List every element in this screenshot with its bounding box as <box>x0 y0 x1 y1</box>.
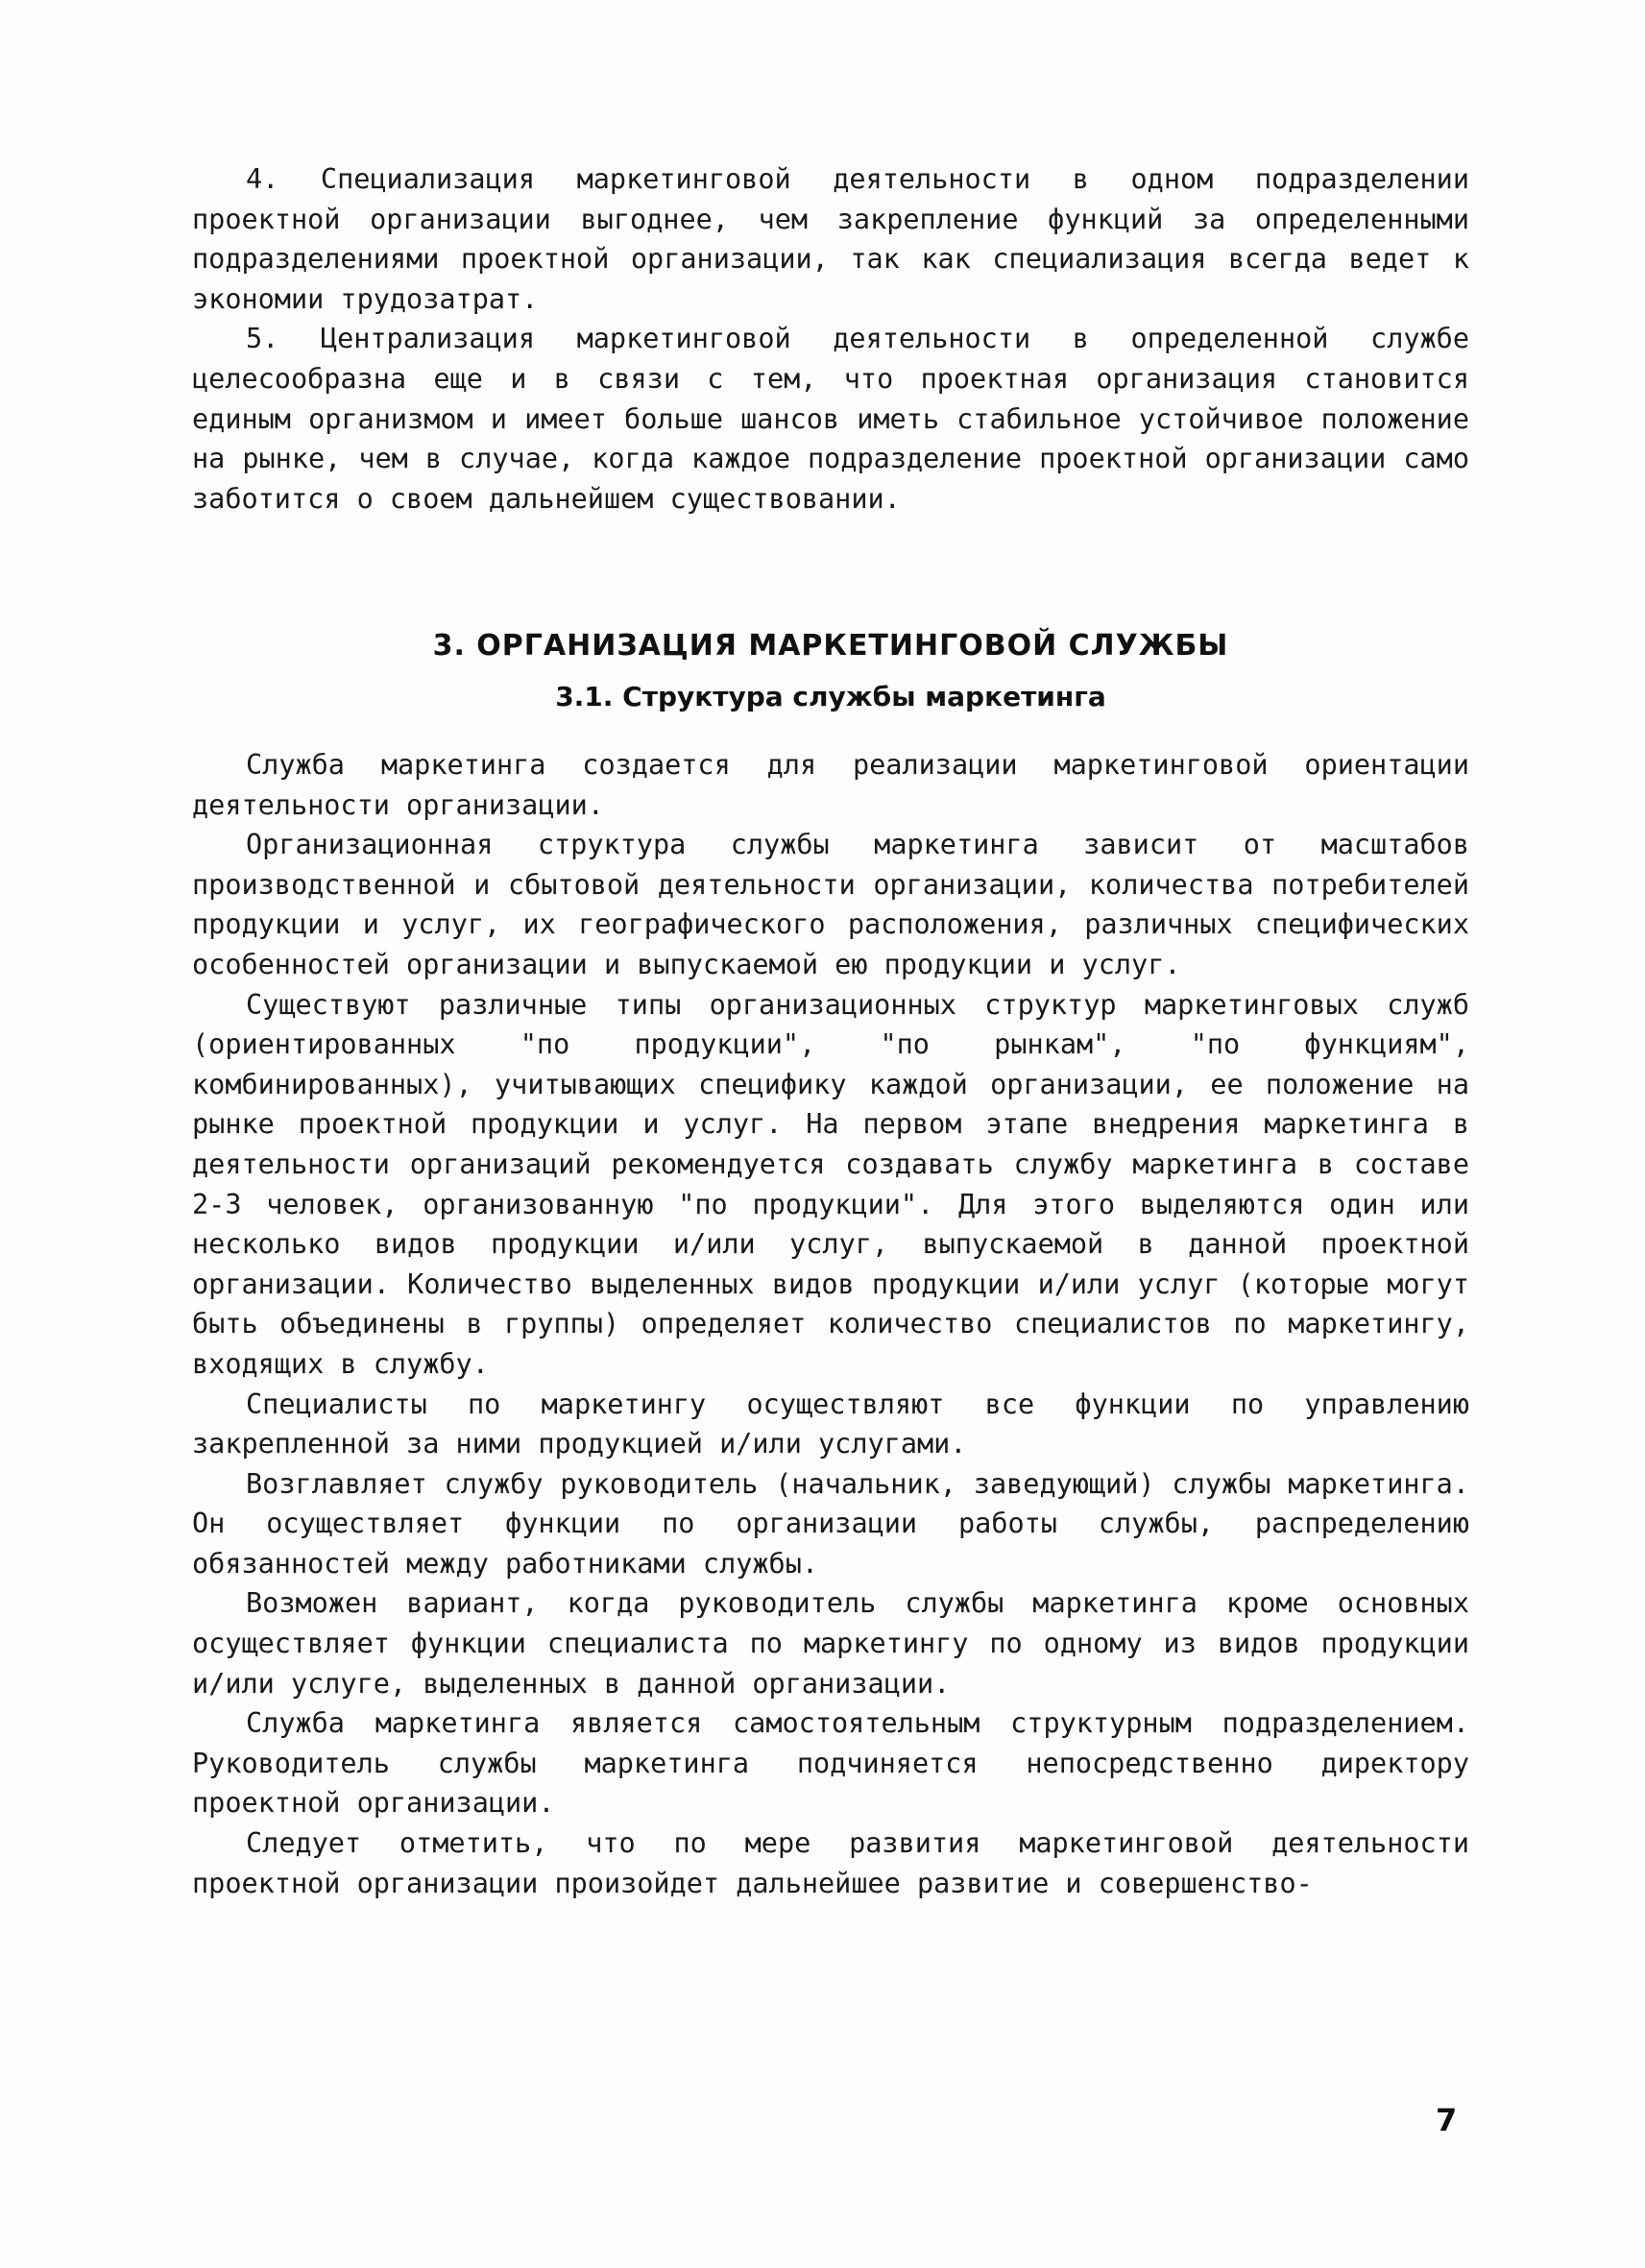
top-text-block <box>192 159 1469 519</box>
body-text-block <box>192 745 1469 1903</box>
paragraph: Следует отметить, что по мере развития маркетинговой деятельности проектной организации произойдет дальнейшее развитие и совершенство- <box>192 1827 1469 1899</box>
paragraph: Служба маркетинга создается для реализации маркетинговой ориентации деятельности организации. <box>192 749 1469 821</box>
paragraph: Существуют различные типы организационных структур маркетинговых служб (ориентированных "по продукции", "по рынкам", "по функциям", комбинированных), учитывающих специфику каждой организации, ее положение на рынке проектной продукции и услуг. На первом этапе внедрения маркетинга в деятельности организаций рекомендуется создавать службу маркетинга в составе 2-3 человек, организованную "по продукции". Для этого выделяются один или несколько видов продукции и/или услуг, выпускаемой в данной проектной организации. Количество выделенных видов продукции и/или услуг (которые могут быть объединены в группы) определяет количество специалистов по маркетингу, входящих в службу. <box>192 988 1469 1380</box>
paragraph: Возможен вариант, когда руководитель службы маркетинга кроме основных осуществляет функции специалиста по маркетингу по одному из видов продукции и/или услуге, выделенных в данной организации. <box>192 1587 1469 1700</box>
section-heading: 3. ОРГАНИЗАЦИЯ МАРКЕТИНГОВОЙ СЛУЖБЫ <box>432 629 1229 663</box>
paragraph: 5. Централизация маркетинговой деятельности в определенной службе целесообразна еще и в связи с тем, что проектная организация становится единым организмом и имеет больше шансов иметь стабильное устойчивое положение на рынке, чем в случае, когда каждое подразделение проектной организации само заботится о своем дальнейшем существовании. <box>192 323 1469 515</box>
paragraph: Организационная структура службы маркетинга зависит от масштабов производственной и сбытовой деятельности организации, количества потребителей продукции и услуг, их географического расположения, различных специфических особенностей организации и выпускаемой ею продукции и услуг. <box>192 829 1469 980</box>
paragraph: Служба маркетинга является самостоятельным структурным подразделением. Руководитель службы маркетинга подчиняется непосредственно директору проектной организации. <box>192 1707 1469 1820</box>
page-number: 7 <box>1436 2102 1458 2138</box>
paragraph: 4. Специализация маркетинговой деятельности в одном подразделении проектной организации выгоднее, чем закрепление функций за определенными подразделениями проектной организации, так как специализация всегда ведет к экономии трудозатрат. <box>192 163 1469 315</box>
paragraph: Возглавляет службу руководитель (начальник, заведующий) службы маркетинга. Он осуществляет функции по организации работы службы, распределению обязанностей между работниками службы. <box>192 1467 1469 1580</box>
subsection-heading: 3.1. Структура службы маркетинга <box>555 681 1106 712</box>
paragraph: Специалисты по маркетингу осуществляют все функции по управлению закрепленной за ними продукцией и/или услугами. <box>192 1387 1469 1460</box>
